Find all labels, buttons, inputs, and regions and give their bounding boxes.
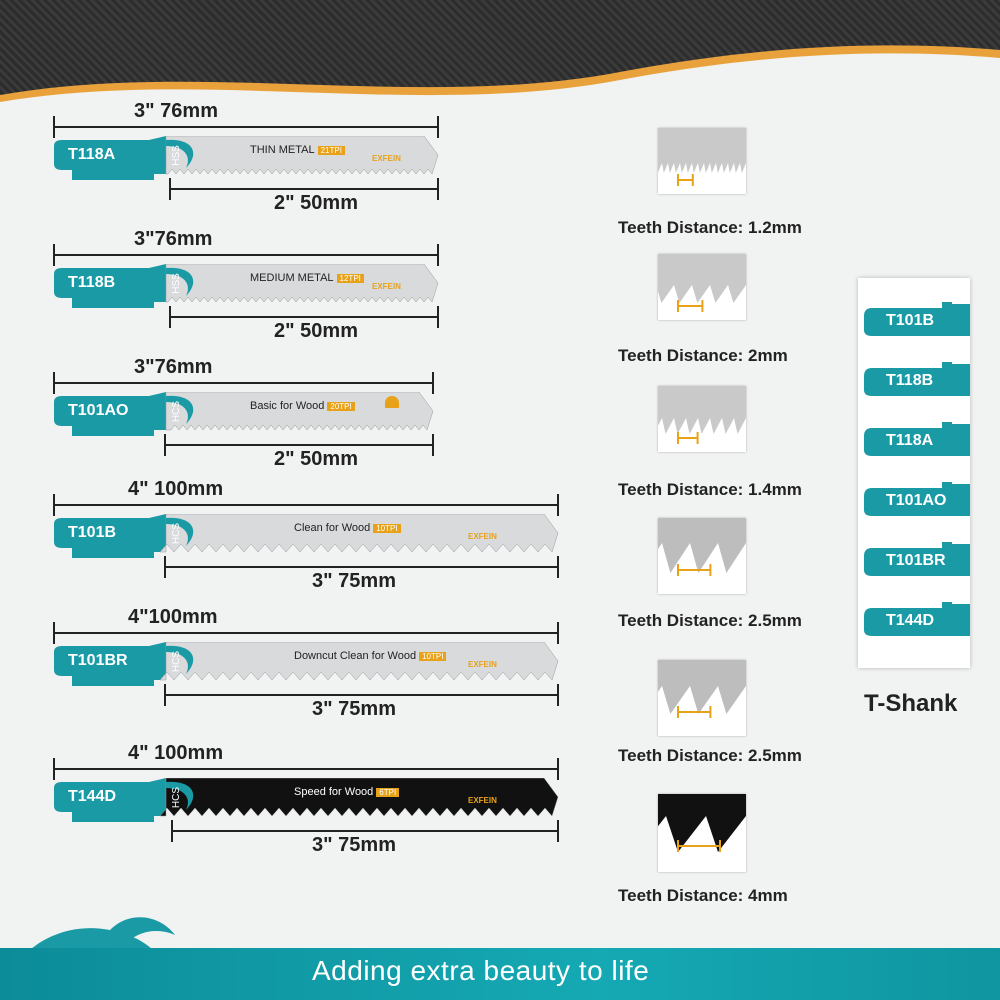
teeth-closeup: [658, 794, 746, 872]
blade-code: T118A: [68, 146, 116, 163]
working-length-line: [170, 188, 438, 190]
total-length-line: [54, 504, 558, 506]
teeth-closeup: [658, 254, 746, 320]
brand-mark: EXFEIN: [468, 660, 497, 669]
shank-code: T118A: [886, 432, 934, 449]
total-length-line: [54, 382, 433, 384]
shank-code: T144D: [886, 612, 935, 629]
teeth-distance-label: Teeth Distance: 2mm: [618, 346, 788, 365]
working-length-line: [165, 444, 433, 446]
total-length-tick: [53, 622, 55, 644]
teeth-closeup: [658, 660, 746, 736]
total-length-label: 4" 100mm: [128, 478, 224, 500]
total-length-label: 3"76mm: [134, 356, 213, 378]
blade-code: T101AO: [68, 402, 129, 419]
teeth-distance-label: Teeth Distance: 1.2mm: [618, 218, 802, 237]
shank-code: T101B: [886, 312, 935, 329]
shank-code: T118B: [886, 372, 934, 389]
total-length-label: 4"100mm: [128, 606, 218, 628]
total-length-label: 3"76mm: [134, 228, 213, 250]
teeth-distance-label: Teeth Distance: 4mm: [618, 886, 788, 905]
total-length-tick: [437, 244, 439, 266]
shank-item: [864, 422, 970, 460]
total-length-label: 4" 100mm: [128, 742, 224, 764]
tpi-badge: 21TPI: [318, 146, 345, 155]
total-length-tick: [557, 622, 559, 644]
blade-description: [294, 650, 446, 662]
steel-type: HCS: [171, 786, 183, 809]
total-length-line: [54, 768, 558, 770]
working-length-tick: [164, 556, 166, 578]
teeth-profile: [658, 254, 746, 320]
brand-mark: EXFEIN: [468, 796, 497, 805]
working-length-tick: [164, 434, 166, 456]
steel-type: HCS: [171, 400, 183, 423]
blade-code: T144D: [68, 788, 117, 805]
brand-mark: EXFEIN: [468, 532, 497, 541]
teeth-distance-label: Teeth Distance: 2.5mm: [618, 611, 802, 630]
shank-code: T101BR: [886, 552, 946, 569]
working-length-tick: [432, 434, 434, 456]
teeth-profile: [658, 518, 746, 594]
working-length-tick: [437, 178, 439, 200]
working-length-label: 2" 50mm: [274, 448, 358, 470]
blade-description: [250, 144, 345, 156]
total-length-label: 3" 76mm: [134, 100, 218, 122]
total-length-tick: [432, 372, 434, 394]
blade-description: [250, 400, 355, 412]
teeth-closeup: [658, 128, 746, 194]
blade-description-text: MEDIUM METAL: [250, 272, 334, 284]
total-length-tick: [557, 758, 559, 780]
working-length-tick: [437, 306, 439, 328]
teeth-distance-label: Teeth Distance: 1.4mm: [618, 480, 802, 499]
blade-description-text: Clean for Wood: [294, 522, 371, 534]
working-length-tick: [557, 684, 559, 706]
total-length-line: [54, 254, 438, 256]
working-length-tick: [169, 306, 171, 328]
total-length-tick: [53, 758, 55, 780]
footer-slogan: Adding extra beauty to life: [312, 955, 650, 986]
total-length-tick: [557, 494, 559, 516]
blade-code: T101BR: [68, 652, 128, 669]
working-length-line: [165, 694, 558, 696]
working-length-label: 3" 75mm: [312, 834, 396, 856]
working-length-tick: [164, 684, 166, 706]
teeth-distance-label: Teeth Distance: 2.5mm: [618, 746, 802, 765]
total-length-tick: [53, 116, 55, 138]
steel-type: HCS: [171, 650, 183, 673]
working-length-line: [172, 830, 558, 832]
total-length-tick: [437, 116, 439, 138]
tpi-badge: 6TPI: [376, 788, 399, 797]
teeth-closeup: [658, 386, 746, 452]
blade-description-text: Speed for Wood: [294, 786, 374, 798]
working-length-line: [165, 566, 558, 568]
working-length-tick: [557, 820, 559, 842]
working-length-label: 2" 50mm: [274, 320, 358, 342]
working-length-tick: [169, 178, 171, 200]
shank-item: [864, 302, 970, 340]
shank-item: [864, 602, 970, 640]
shank-code: T101AO: [886, 492, 947, 509]
working-length-label: 3" 75mm: [312, 570, 396, 592]
brand-mark: EXFEIN: [372, 282, 401, 291]
working-length-tick: [557, 556, 559, 578]
shank-item: [864, 542, 970, 580]
working-length-line: [170, 316, 438, 318]
tpi-badge: 20TPI: [327, 402, 354, 411]
blade-code: T101B: [68, 524, 117, 541]
blade-description-text: Downcut Clean for Wood: [294, 650, 417, 662]
working-length-label: 2" 50mm: [274, 192, 358, 214]
teeth-profile: [658, 386, 746, 452]
t-shank-title: T-Shank: [864, 690, 958, 717]
blade-description: [250, 272, 364, 284]
teeth-profile: [658, 794, 746, 872]
blade-description-text: THIN METAL: [250, 144, 315, 156]
total-length-tick: [53, 244, 55, 266]
blade-description: [294, 522, 401, 534]
total-length-tick: [53, 372, 55, 394]
teeth-profile: [658, 128, 746, 194]
total-length-tick: [53, 494, 55, 516]
teeth-closeup: [658, 518, 746, 594]
working-length-label: 3" 75mm: [312, 698, 396, 720]
shank-item: [864, 362, 970, 400]
shank-item: [864, 482, 970, 520]
working-length-tick: [171, 820, 173, 842]
blade-description-text: Basic for Wood: [250, 400, 325, 412]
blade-code: T118B: [68, 274, 116, 291]
steel-type: HCS: [171, 522, 183, 545]
total-length-line: [54, 126, 438, 128]
brand-logo-icon: [385, 396, 399, 408]
tpi-badge: 10TPI: [373, 524, 400, 533]
steel-type: HSS: [170, 145, 182, 166]
tpi-badge: 10TPI: [419, 652, 446, 661]
brand-mark: EXFEIN: [372, 154, 401, 163]
teeth-profile: [658, 660, 746, 736]
tpi-badge: 12TPI: [337, 274, 364, 283]
total-length-line: [54, 632, 558, 634]
t-shank-panel: [858, 278, 970, 668]
blade-description: [294, 786, 399, 798]
steel-type: HSS: [170, 273, 182, 294]
